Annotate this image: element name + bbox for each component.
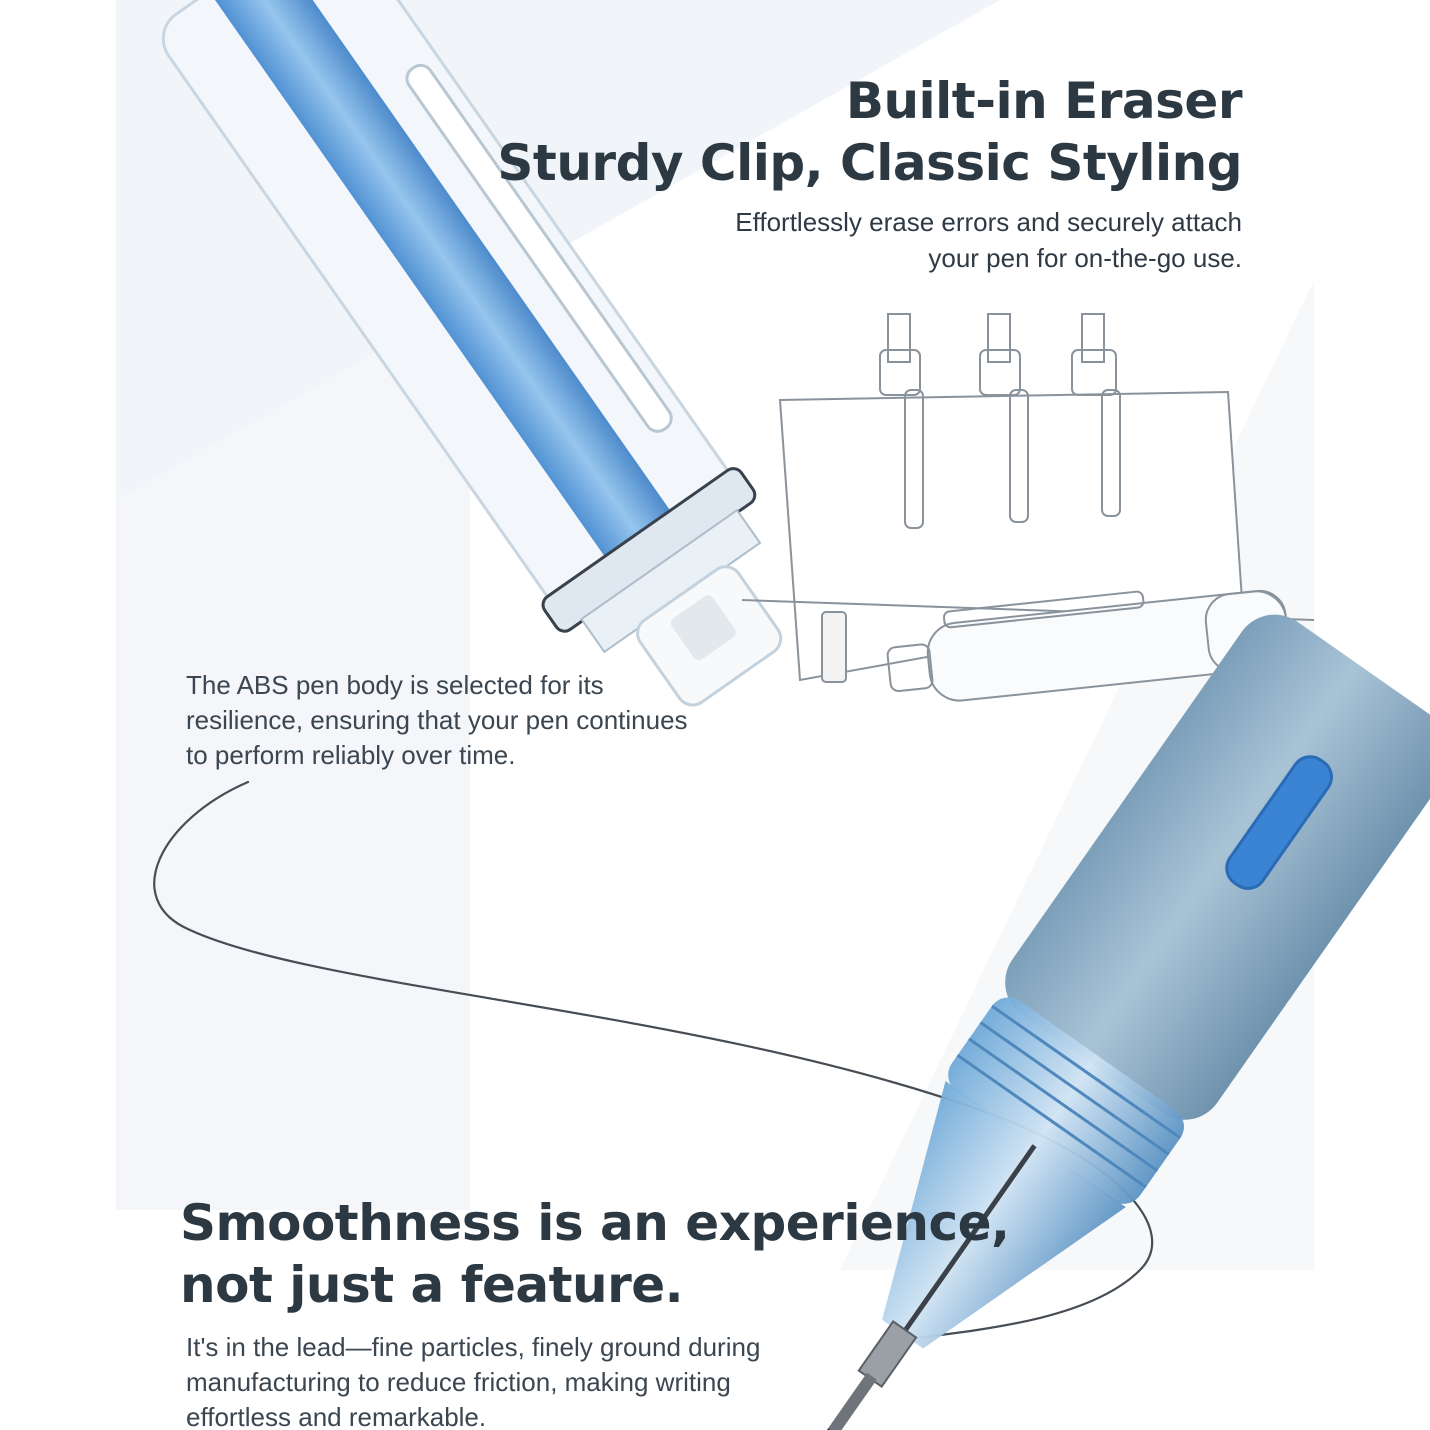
description-line: manufacturing to reduce friction, making writing [186, 1367, 731, 1397]
description-line: effortless and remarkable. [186, 1402, 487, 1430]
heading-line: Built-in Eraser [845, 72, 1242, 130]
lead-description [186, 1330, 836, 1430]
clip-sketch [742, 314, 1314, 708]
description-line: Effortlessly erase errors and securely attach [735, 207, 1242, 237]
heading-line: Sturdy Clip, Classic Styling [497, 134, 1242, 192]
description-line: The ABS pen body is selected for its [186, 670, 604, 700]
smoothness-heading [180, 1192, 1010, 1316]
abs-body-description [186, 668, 746, 773]
heading-line: Smoothness is an experience, [180, 1194, 1010, 1252]
heading-line: not just a feature. [180, 1256, 684, 1314]
description-line: your pen for on-the-go use. [928, 243, 1242, 273]
description-line: It's in the lead—fine particles, finely ground during [186, 1332, 761, 1362]
eraser-clip-heading [497, 70, 1242, 194]
description-line: resilience, ensuring that your pen continues [186, 705, 688, 735]
eraser-clip-description [642, 204, 1242, 276]
description-line: to perform reliably over time. [186, 740, 516, 770]
